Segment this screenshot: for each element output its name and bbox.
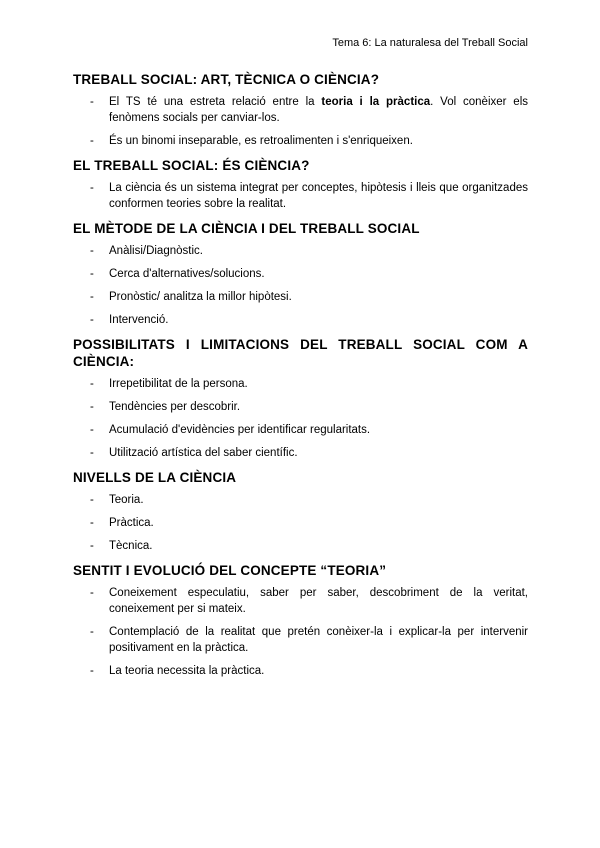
section-title: NIVELLS DE LA CIÈNCIA — [73, 470, 237, 485]
document-content — [73, 71, 528, 687]
bullet-list — [73, 492, 528, 554]
bullet-dash: - — [90, 378, 94, 390]
list-item-text: El TS té una estreta relació entre la — [109, 96, 322, 108]
list-item — [73, 422, 528, 438]
bullet-list — [73, 585, 528, 679]
bullet-dash: - — [90, 182, 94, 194]
list-item-text: Intervenció. — [109, 314, 169, 326]
list-item — [73, 376, 528, 392]
section-title: TREBALL SOCIAL: ART, TÈCNICA O CIÈNCIA? — [73, 72, 380, 87]
bold-text: teoria i la pràctica — [321, 96, 431, 108]
list-item-text: Utilització artística del saber científic. — [109, 447, 298, 459]
list-item-text: És un binomi inseparable, es retroalimenten i s'enriqueixen. — [109, 135, 413, 147]
list-item — [73, 289, 528, 305]
section-concepte-teoria — [73, 562, 528, 679]
list-item-text: Pronòstic/ analitza la millor hipòtesi. — [109, 291, 292, 303]
section-possibilitats-limitacions — [73, 336, 528, 461]
bullet-dash: - — [90, 517, 94, 529]
list-item — [73, 445, 528, 461]
list-item-text: Anàlisi/Diagnòstic. — [109, 245, 203, 257]
section-title: EL MÈTODE DE LA CIÈNCIA I DEL TREBALL SOCIAL — [73, 221, 420, 236]
list-item — [73, 312, 528, 328]
bullet-list — [73, 180, 528, 212]
list-item-text: Coneixement especulatiu, saber per saber, descobriment de la veritat, coneixement per si mateix. — [109, 587, 528, 615]
running-header: Tema 6: La naturalesa del Treball Social — [332, 37, 528, 49]
list-item-text: Acumulació d'evidències per identificar regularitats. — [109, 424, 371, 436]
list-item-text: Tècnica. — [109, 540, 153, 552]
list-item-text: Tendències per descobrir. — [109, 401, 241, 413]
section-title: SENTIT I EVOLUCIÓ DEL CONCEPTE “TEORIA” — [73, 563, 387, 578]
list-item-text: . Vol conèixer els fenòmens socials per canviar-los. — [109, 96, 529, 124]
bullet-dash: - — [90, 447, 94, 459]
list-item — [73, 492, 528, 508]
list-item — [73, 663, 528, 679]
section-title: EL TREBALL SOCIAL: ÉS CIÈNCIA? — [73, 158, 310, 173]
bullet-dash: - — [90, 245, 94, 257]
list-item-text: La ciència és un sistema integrat per conceptes, hipòtesis i lleis que organitzades conformen teories sobre la realitat. — [109, 182, 528, 210]
bullet-list — [73, 243, 528, 328]
bullet-dash: - — [90, 494, 94, 506]
list-item-text: Teoria. — [109, 494, 144, 506]
list-item-text: Pràctica. — [109, 517, 154, 529]
list-item — [73, 515, 528, 531]
bullet-dash: - — [90, 401, 94, 413]
list-item — [73, 624, 528, 656]
list-item — [73, 133, 528, 149]
section-metode — [73, 220, 528, 328]
list-item-text: Cerca d'alternatives/solucions. — [109, 268, 265, 280]
list-item — [73, 585, 528, 617]
list-item — [73, 243, 528, 259]
list-item — [73, 399, 528, 415]
bullet-dash: - — [90, 424, 94, 436]
list-item-text: La teoria necessita la pràctica. — [109, 665, 265, 677]
bullet-list — [73, 94, 528, 149]
list-item — [73, 94, 528, 126]
bullet-dash: - — [90, 626, 94, 638]
list-item — [73, 266, 528, 282]
bullet-dash: - — [90, 291, 94, 303]
list-item-text: Irrepetibilitat de la persona. — [109, 378, 248, 390]
bullet-dash: - — [90, 268, 94, 280]
section-art-tecnica-ciencia — [73, 71, 528, 149]
bullet-list — [73, 376, 528, 461]
bullet-dash: - — [90, 587, 94, 599]
bullet-dash: - — [90, 665, 94, 677]
section-title: POSSIBILITATS I LIMITACIONS DEL TREBALL SOCIAL COM A CIÈNCIA: — [73, 337, 528, 369]
bullet-dash: - — [90, 135, 94, 147]
bullet-dash: - — [90, 314, 94, 326]
list-item — [73, 180, 528, 212]
list-item — [73, 538, 528, 554]
bullet-dash: - — [90, 96, 94, 108]
bullet-dash: - — [90, 540, 94, 552]
list-item-text: Contemplació de la realitat que pretén conèixer-la i explicar-la per intervenir positivament en la pràctica. — [109, 626, 528, 654]
section-nivells — [73, 469, 528, 554]
section-es-ciencia — [73, 157, 528, 212]
